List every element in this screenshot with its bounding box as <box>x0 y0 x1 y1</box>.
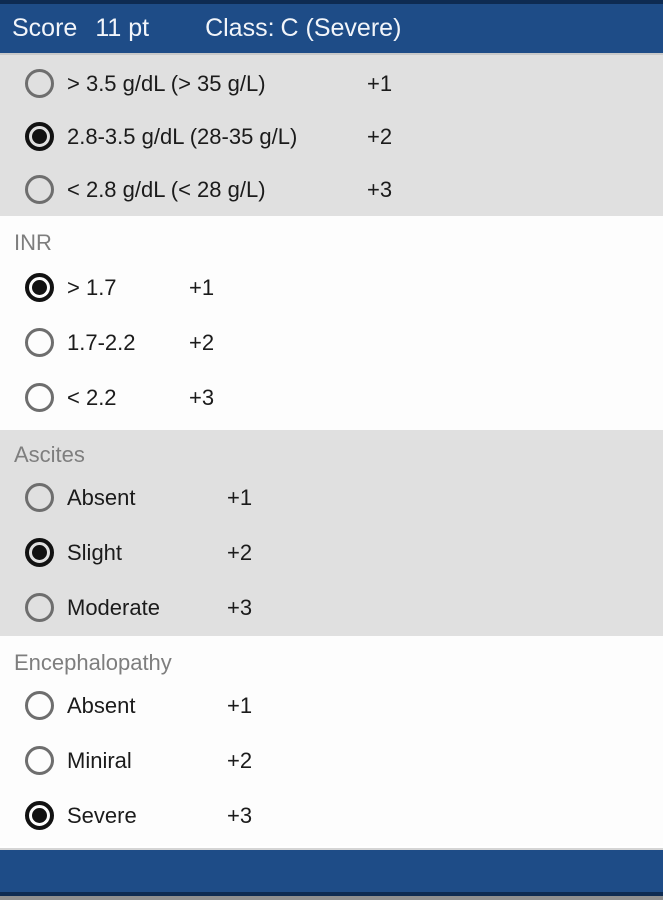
radio-option-row[interactable] <box>0 163 663 216</box>
section-ascites <box>0 430 663 636</box>
option-label: Moderate <box>67 594 160 620</box>
radio-option-row[interactable] <box>0 733 663 788</box>
option-points: +3 <box>189 384 215 410</box>
radio-button-icon[interactable] <box>25 383 54 412</box>
option-points: +1 <box>189 274 215 300</box>
radio-button-icon[interactable] <box>25 538 54 567</box>
radio-button-icon[interactable] <box>25 273 54 302</box>
option-label: Severe <box>67 802 137 828</box>
radio-button-icon[interactable] <box>25 483 54 512</box>
radio-option-row[interactable] <box>0 260 663 315</box>
radio-option-row[interactable] <box>0 470 663 525</box>
section-encephalopathy <box>0 636 663 846</box>
radio-button-icon[interactable] <box>25 801 54 830</box>
class-label: Class: <box>205 14 275 42</box>
radio-button-icon[interactable] <box>25 746 54 775</box>
radio-button-icon[interactable] <box>25 69 54 98</box>
score-label: Score <box>12 14 78 42</box>
option-label: < 2.2 <box>67 384 117 410</box>
radio-button-icon[interactable] <box>25 691 54 720</box>
score-header-bar <box>0 4 663 55</box>
section-inr <box>0 216 663 430</box>
option-label: > 1.7 <box>67 274 117 300</box>
radio-button-icon[interactable] <box>25 593 54 622</box>
bottom-gray-edge <box>0 896 663 900</box>
radio-option-row[interactable] <box>0 580 663 635</box>
option-points: +2 <box>227 747 253 773</box>
option-label: 1.7-2.2 <box>67 329 136 355</box>
option-label: Slight <box>67 539 123 565</box>
bottom-bar <box>0 848 663 900</box>
bottom-blue-bar <box>0 848 663 892</box>
option-label: Miniral <box>67 747 132 773</box>
radio-option-row[interactable] <box>0 788 663 843</box>
option-label: Absent <box>67 484 136 510</box>
radio-button-icon[interactable] <box>25 122 54 151</box>
option-points: +3 <box>227 594 253 620</box>
option-points: +2 <box>367 123 393 149</box>
section-title: Encephalopathy <box>14 650 172 675</box>
option-points: +1 <box>227 484 253 510</box>
option-label: 2.8-3.5 g/dL (28-35 g/L) <box>67 123 298 149</box>
radio-button-icon[interactable] <box>25 175 54 204</box>
radio-option-row[interactable] <box>0 315 663 370</box>
radio-option-row[interactable] <box>0 678 663 733</box>
radio-option-row[interactable] <box>0 525 663 580</box>
section-title: INR <box>14 230 52 255</box>
section-albumin <box>0 55 663 216</box>
option-points: +3 <box>227 802 253 828</box>
option-label: > 3.5 g/dL (> 35 g/L) <box>67 70 266 96</box>
option-label: < 2.8 g/dL (< 28 g/L) <box>67 176 266 202</box>
option-label: Absent <box>67 692 136 718</box>
option-points: +1 <box>227 692 253 718</box>
class-value: C (Severe) <box>280 14 402 42</box>
radio-option-row[interactable] <box>0 57 663 110</box>
radio-button-icon[interactable] <box>25 328 54 357</box>
option-points: +2 <box>227 539 253 565</box>
option-points: +1 <box>367 70 393 96</box>
option-points: +3 <box>367 176 393 202</box>
option-points: +2 <box>189 329 215 355</box>
score-value: 11 pt <box>95 14 150 42</box>
radio-option-row[interactable] <box>0 370 663 425</box>
section-title: Ascites <box>14 442 85 467</box>
radio-option-row[interactable] <box>0 110 663 163</box>
